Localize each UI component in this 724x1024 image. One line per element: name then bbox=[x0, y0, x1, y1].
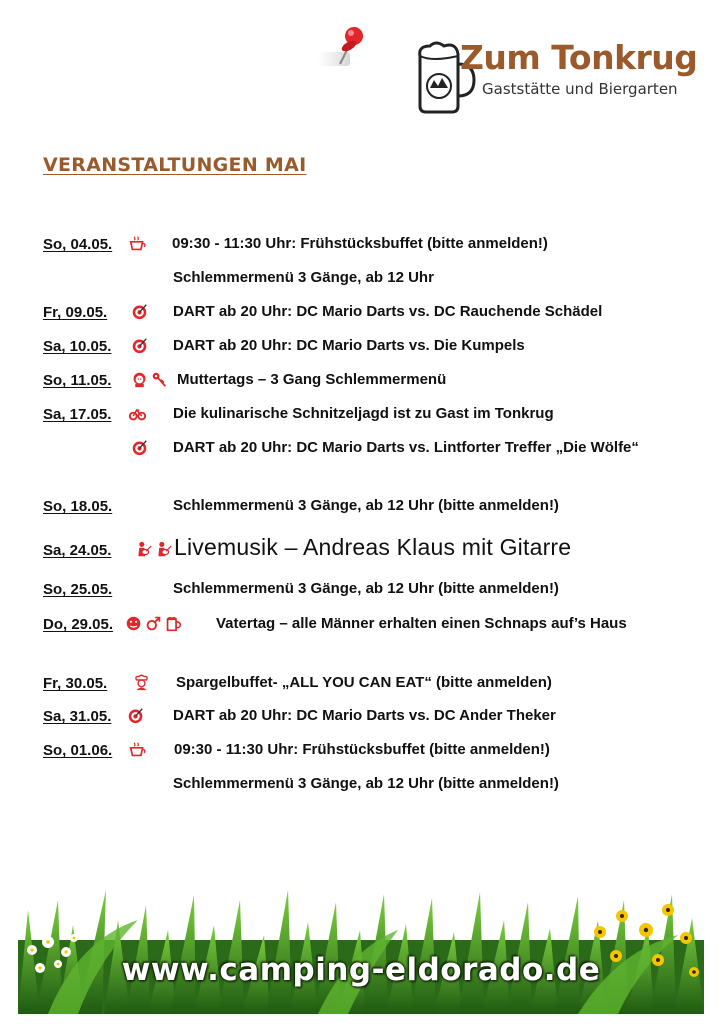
bicycle-icon bbox=[129, 405, 146, 422]
event-icons bbox=[131, 439, 148, 456]
event-icons bbox=[131, 337, 148, 354]
flower-icon bbox=[151, 371, 168, 388]
event-date: Sa, 10.05. bbox=[43, 338, 112, 355]
male-sign-icon bbox=[145, 615, 162, 632]
woman-icon bbox=[131, 371, 148, 388]
push-pin-icon bbox=[318, 22, 378, 72]
website-url[interactable]: www.camping-eldorado.de bbox=[121, 952, 601, 988]
event-date: So, 01.06. bbox=[43, 742, 113, 759]
event-date: Fr, 09.05. bbox=[43, 304, 108, 321]
coffee-cup-icon bbox=[129, 235, 146, 252]
coffee-cup-icon bbox=[129, 741, 146, 758]
grass-illustration bbox=[18, 880, 704, 1014]
dartboard-icon bbox=[127, 707, 144, 724]
event-description: Die kulinarische Schnitzeljagd ist zu Gast im Tonkrug bbox=[173, 405, 554, 422]
event-date: Fr, 30.05. bbox=[43, 675, 108, 692]
event-icons bbox=[127, 707, 144, 724]
beer-icon bbox=[165, 615, 182, 632]
dartboard-icon bbox=[131, 439, 148, 456]
event-icons bbox=[129, 741, 146, 758]
event-description: Muttertags – 3 Gang Schlemmermenü bbox=[177, 371, 447, 388]
event-description: Schlemmermenü 3 Gänge, ab 12 Uhr bbox=[173, 269, 434, 286]
event-description: Schlemmermenü 3 Gänge, ab 12 Uhr (bitte anmelden!) bbox=[173, 580, 559, 597]
event-icons bbox=[131, 371, 168, 388]
dartboard-icon bbox=[131, 337, 148, 354]
event-icons bbox=[131, 303, 148, 320]
event-date: Sa, 31.05. bbox=[43, 708, 112, 725]
event-description: Schlemmermenü 3 Gänge, ab 12 Uhr (bitte anmelden!) bbox=[173, 775, 559, 792]
event-date: So, 04.05. bbox=[43, 236, 113, 253]
event-date: So, 18.05. bbox=[43, 498, 113, 515]
event-description: 09:30 - 11:30 Uhr: Frühstücksbuffet (bitte anmelden!) bbox=[172, 235, 548, 252]
event-description: Spargelbuffet- „ALL YOU CAN EAT“ (bitte anmelden) bbox=[176, 674, 552, 691]
event-description: Vatertag – alle Männer erhalten einen Schnaps auf’s Haus bbox=[216, 615, 627, 632]
event-icons bbox=[129, 405, 146, 422]
event-icons bbox=[125, 615, 182, 632]
footer-banner bbox=[18, 880, 704, 1014]
face-icon bbox=[125, 615, 142, 632]
logo-title: Zum Tonkrug bbox=[460, 38, 698, 77]
event-description: DART ab 20 Uhr: DC Mario Darts vs. Lintforter Treffer „Die Wölfe“ bbox=[173, 439, 639, 456]
event-row bbox=[43, 616, 683, 664]
guitar-player-icon bbox=[155, 541, 172, 558]
event-description: DART ab 20 Uhr: DC Mario Darts vs. DC Ander Theker bbox=[173, 707, 556, 724]
event-icons bbox=[135, 541, 172, 558]
page-heading: VERANSTALTUNGEN MAI bbox=[43, 154, 307, 176]
event-description: 09:30 - 11:30 Uhr: Frühstücksbuffet (bitte anmelden!) bbox=[174, 741, 550, 758]
event-row bbox=[43, 440, 683, 488]
event-icons bbox=[133, 674, 150, 691]
chef-icon bbox=[133, 674, 150, 691]
event-date: So, 11.05. bbox=[43, 372, 112, 389]
event-icons bbox=[129, 235, 146, 252]
dartboard-icon bbox=[131, 303, 148, 320]
event-date: Do, 29.05. bbox=[43, 616, 114, 633]
logo bbox=[414, 38, 704, 118]
event-description: DART ab 20 Uhr: DC Mario Darts vs. DC Rauchende Schädel bbox=[173, 303, 603, 320]
logo-subtitle: Gaststätte und Biergarten bbox=[482, 80, 678, 98]
guitar-player-icon bbox=[135, 541, 152, 558]
event-description: DART ab 20 Uhr: DC Mario Darts vs. Die Kumpels bbox=[173, 337, 525, 354]
event-description: Livemusik – Andreas Klaus mit Gitarre bbox=[174, 534, 572, 560]
event-description: Schlemmermenü 3 Gänge, ab 12 Uhr (bitte anmelden!) bbox=[173, 497, 559, 514]
event-date: Sa, 24.05. bbox=[43, 542, 112, 559]
event-date: Sa, 17.05. bbox=[43, 406, 112, 423]
event-date: So, 25.05. bbox=[43, 581, 113, 598]
